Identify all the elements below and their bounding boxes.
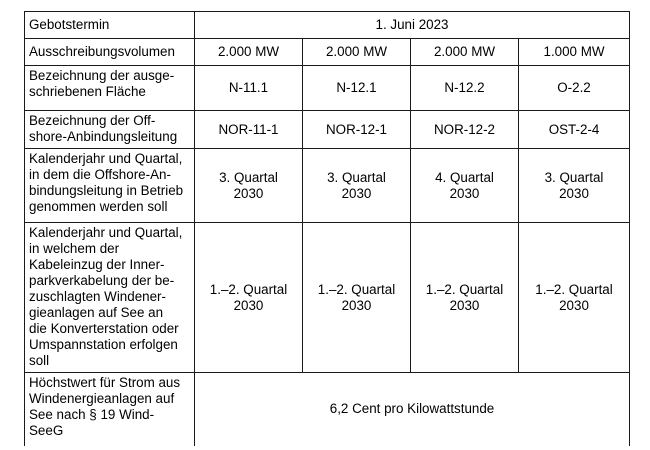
max-price-value: 6,2 Cent pro Kilowattstunde	[195, 373, 630, 446]
connection-cell: NOR-12-2	[411, 111, 519, 149]
table-row	[25, 223, 630, 373]
area-cell: N-11.1	[195, 66, 303, 111]
row-label-area: Bezeichnung der ausge- schriebenen Fläche	[25, 66, 195, 111]
row-label-cable-installation: Kalenderjahr und Quartal, in welchem der Kabeleinzug der Inner- parkverkabelung der be- zuschlagten Windener- gieanlagen auf See an die Konverterstation oder Umspannstation erfolgen soll	[25, 223, 195, 373]
table-row	[25, 66, 630, 111]
table-row	[25, 373, 630, 446]
commissioning-cell: 3. Quartal 2030	[195, 149, 303, 223]
tender-table	[24, 11, 630, 446]
row-label-connection: Bezeichnung der Off- shore-Anbindungsleitung	[25, 111, 195, 149]
volume-cell: 2.000 MW	[411, 39, 519, 66]
area-cell: O-2.2	[519, 66, 630, 111]
commissioning-cell: 3. Quartal 2030	[519, 149, 630, 223]
table-row	[25, 111, 630, 149]
table-header-row	[25, 12, 630, 39]
bid-date-value: 1. Juni 2023	[195, 12, 630, 39]
volume-cell: 1.000 MW	[519, 39, 630, 66]
volume-cell: 2.000 MW	[303, 39, 411, 66]
bid-date-label: Gebotstermin	[25, 12, 195, 39]
cable-installation-cell: 1.–2. Quartal 2030	[519, 223, 630, 373]
area-cell: N-12.2	[411, 66, 519, 111]
area-cell: N-12.1	[303, 66, 411, 111]
cable-installation-cell: 1.–2. Quartal 2030	[411, 223, 519, 373]
table-row	[25, 39, 630, 66]
connection-cell: NOR-11-1	[195, 111, 303, 149]
table-row	[25, 149, 630, 223]
row-label-max-price: Höchstwert für Strom aus Windenergieanlagen auf See nach § 19 Wind- SeeG	[25, 373, 195, 446]
cable-installation-cell: 1.–2. Quartal 2030	[195, 223, 303, 373]
cable-installation-cell: 1.–2. Quartal 2030	[303, 223, 411, 373]
connection-cell: NOR-12-1	[303, 111, 411, 149]
commissioning-cell: 3. Quartal 2030	[303, 149, 411, 223]
volume-cell: 2.000 MW	[195, 39, 303, 66]
connection-cell: OST-2-4	[519, 111, 630, 149]
commissioning-cell: 4. Quartal 2030	[411, 149, 519, 223]
row-label-volume: Ausschreibungsvolumen	[25, 39, 195, 66]
row-label-commissioning: Kalenderjahr und Quartal, in dem die Offshore-An- bindungsleitung in Betrieb genommen werden soll	[25, 149, 195, 223]
